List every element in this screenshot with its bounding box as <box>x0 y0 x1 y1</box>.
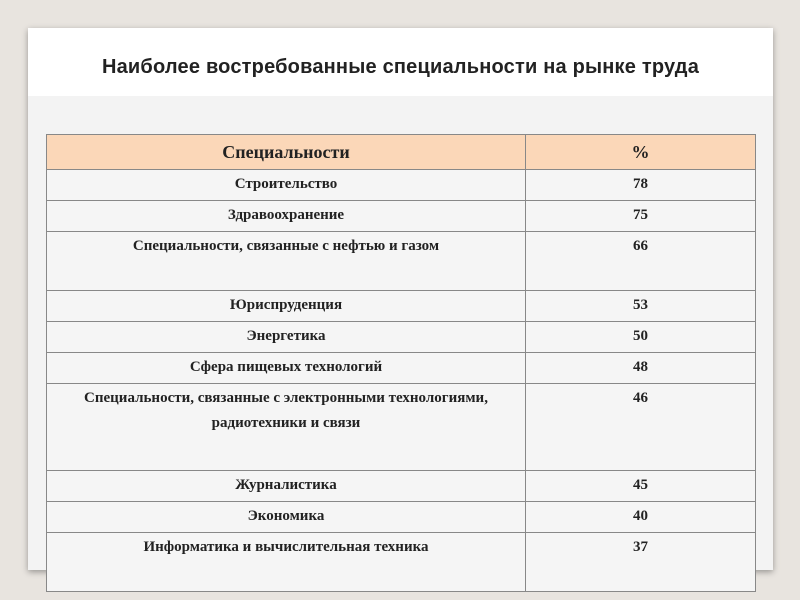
table-header-row <box>47 135 756 170</box>
table-row <box>47 201 756 232</box>
table-row <box>47 471 756 502</box>
row-name: Экономика <box>47 502 526 533</box>
row-name: Специальности, связанные с электронными технологиями, радиотехники и связи <box>47 384 526 471</box>
row-percent: 40 <box>526 502 756 533</box>
table-row <box>47 170 756 201</box>
row-name: Специальности, связанные с нефтью и газом <box>47 232 526 291</box>
table-row <box>47 291 756 322</box>
row-name: Энергетика <box>47 322 526 353</box>
row-percent: 66 <box>526 232 756 291</box>
row-percent: 50 <box>526 322 756 353</box>
table-panel <box>28 96 773 570</box>
table-row <box>47 322 756 353</box>
table-row <box>47 502 756 533</box>
row-percent: 53 <box>526 291 756 322</box>
table-row <box>47 353 756 384</box>
slide-top-bar <box>28 28 773 48</box>
row-percent: 45 <box>526 471 756 502</box>
row-name: Юриспруденция <box>47 291 526 322</box>
slide <box>28 28 773 570</box>
row-percent: 46 <box>526 384 756 471</box>
header-percent: % <box>526 135 756 170</box>
specialties-table <box>46 134 756 592</box>
row-percent: 75 <box>526 201 756 232</box>
row-name: Здравоохранение <box>47 201 526 232</box>
row-name: Сфера пищевых технологий <box>47 353 526 384</box>
page-title: Наиболее востребованные специальности на рынке труда <box>101 56 700 78</box>
row-percent: 37 <box>526 533 756 592</box>
row-name: Строительство <box>47 170 526 201</box>
row-name: Журналистика <box>47 471 526 502</box>
table-row <box>47 232 756 291</box>
row-name: Информатика и вычислительная техника <box>47 533 526 592</box>
header-specialties: Специальности <box>47 135 526 170</box>
row-percent: 78 <box>526 170 756 201</box>
table-row <box>47 533 756 592</box>
row-percent: 48 <box>526 353 756 384</box>
table-row <box>47 384 756 471</box>
